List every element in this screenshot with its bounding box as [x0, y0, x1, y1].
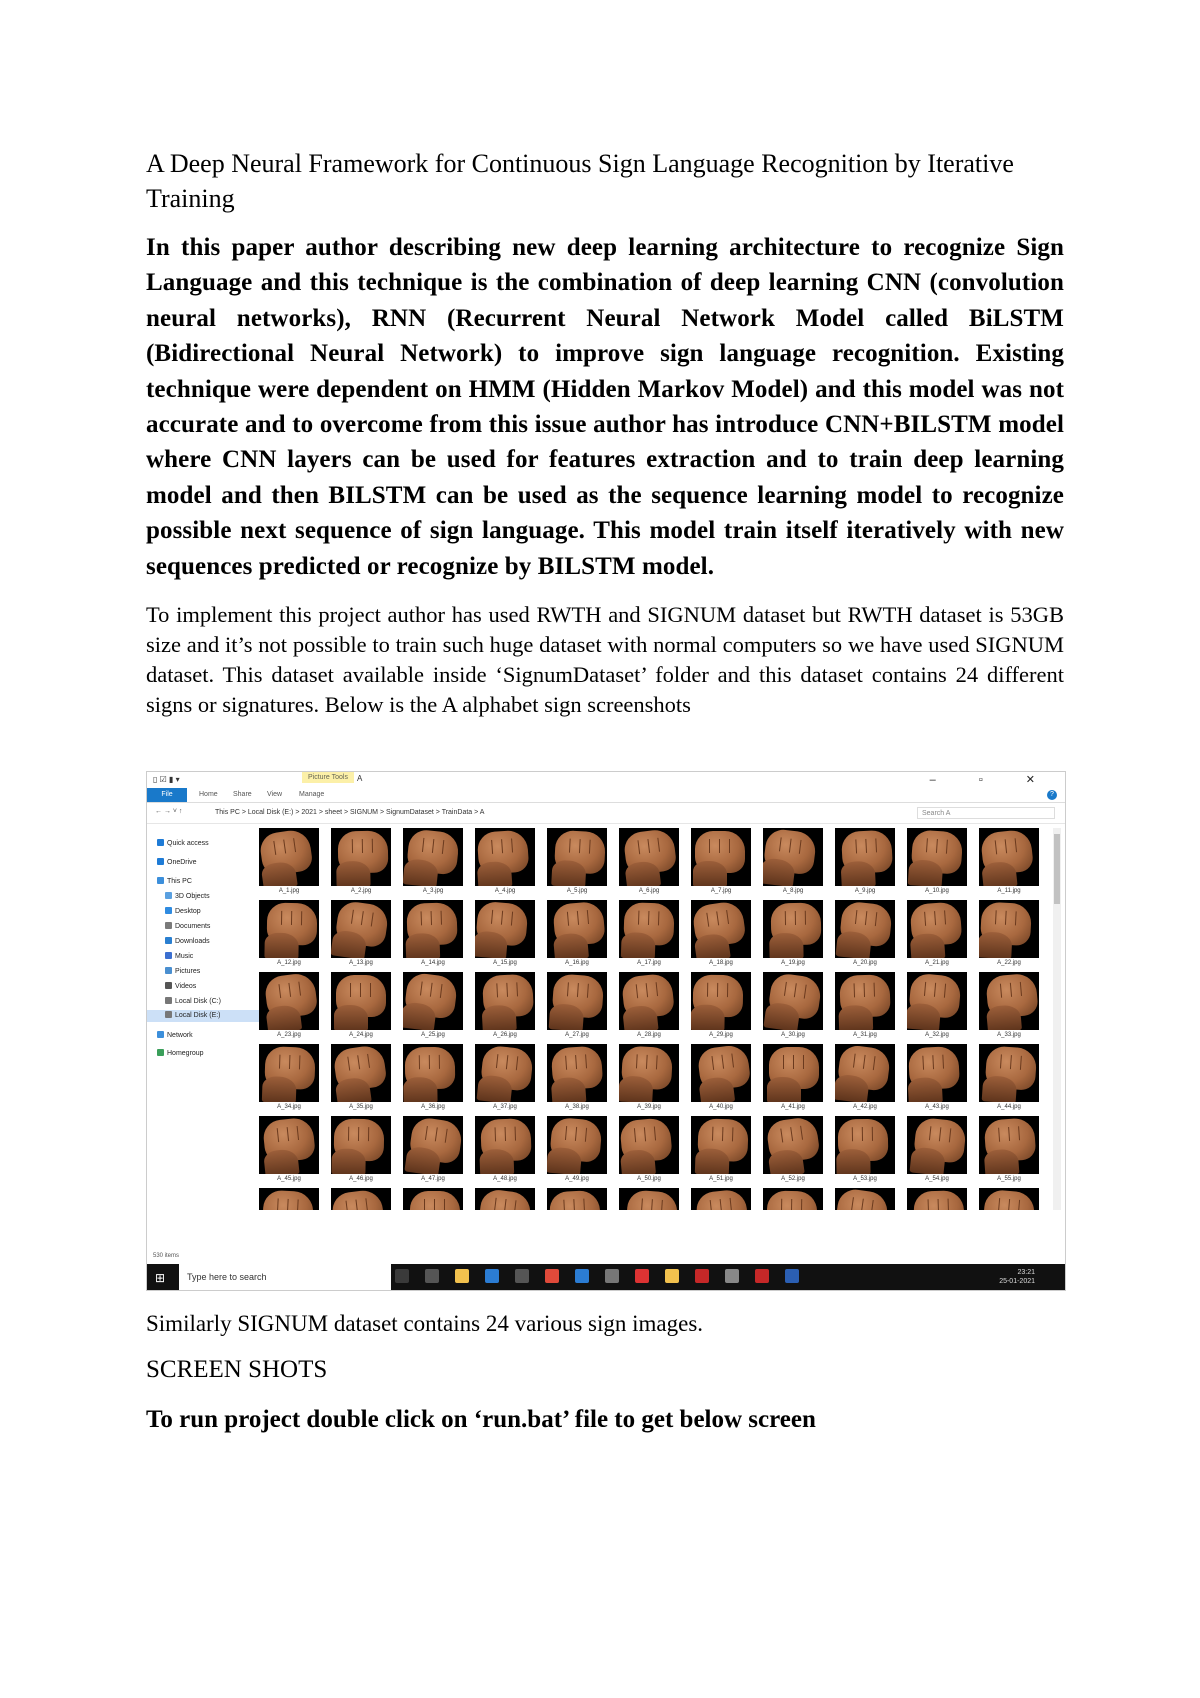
ribbon: [147, 788, 1065, 803]
nav-item-local-disk-e[interactable]: [147, 1010, 265, 1022]
taskbar-app-icon[interactable]: [695, 1269, 709, 1283]
file-name: A_54.jpg: [925, 1176, 949, 1182]
taskbar-app-icon[interactable]: [425, 1269, 439, 1283]
hand-sign-image: [259, 1188, 319, 1210]
hand-sign-image: [547, 1188, 607, 1210]
image-thumbnail[interactable]: [475, 828, 535, 900]
windows-taskbar: [147, 1264, 1065, 1290]
file-name: A_46.jpg: [349, 1176, 373, 1182]
file-explorer-screenshot: [146, 771, 1066, 1291]
hand-sign-image: [259, 828, 319, 886]
image-thumbnail[interactable]: [763, 828, 823, 900]
navigation-pane: [147, 824, 247, 1244]
help-icon[interactable]: ?: [1047, 790, 1057, 800]
address-path[interactable]: This PC > Local Disk (E:) > 2021 > sheet > SIGNUM > SignumDataset > TrainData > A: [215, 809, 485, 816]
scrollbar-thumb[interactable]: [1054, 834, 1060, 904]
figure-caption: Similarly SIGNUM dataset contains 24 various sign images.: [146, 1311, 704, 1336]
hand-sign-image: [259, 900, 319, 958]
hand-sign-image: [403, 1188, 463, 1210]
nav-item-onedrive[interactable]: [147, 857, 197, 869]
taskbar-app-icon[interactable]: [665, 1269, 679, 1283]
file-name: A_15.jpg: [493, 960, 517, 966]
hand-sign-image: [331, 900, 391, 958]
hand-sign-image: [547, 1116, 607, 1174]
hand-sign-image: [331, 972, 391, 1030]
nav-item-label: Quick access: [167, 840, 209, 847]
folder-icon: [165, 997, 172, 1004]
hand-sign-image: [547, 972, 607, 1030]
nav-item-label: Desktop: [175, 908, 201, 915]
hand-sign-image: [763, 828, 823, 886]
file-name: A_41.jpg: [781, 1104, 805, 1110]
hand-sign-image: [907, 828, 967, 886]
tray-clock: 23:21: [1017, 1269, 1035, 1276]
system-tray: [999, 1268, 1035, 1286]
image-thumbnail[interactable]: [259, 972, 319, 1044]
image-thumbnail[interactable]: [259, 900, 319, 972]
nav-item-label: 3D Objects: [175, 893, 210, 900]
file-name: A_18.jpg: [709, 960, 733, 966]
folder-icon: [157, 839, 164, 846]
hand-sign-image: [835, 972, 895, 1030]
taskbar-app-icon[interactable]: [605, 1269, 619, 1283]
hand-sign-image: [331, 1116, 391, 1174]
image-thumbnail[interactable]: [331, 1044, 391, 1116]
nav-item-label: Homegroup: [167, 1050, 204, 1057]
nav-item-label: OneDrive: [167, 859, 197, 866]
nav-item-downloads[interactable]: [147, 936, 210, 948]
image-thumbnail[interactable]: [331, 828, 391, 900]
image-thumbnail[interactable]: [331, 1116, 391, 1188]
file-name: A_40.jpg: [709, 1104, 733, 1110]
file-name: A_39.jpg: [637, 1104, 661, 1110]
file-name: A_5.jpg: [566, 888, 588, 894]
nav-item-label: Downloads: [175, 938, 210, 945]
image-thumbnail[interactable]: [691, 828, 751, 900]
file-name: A_2.jpg: [350, 888, 372, 894]
image-thumbnail[interactable]: [763, 972, 823, 1044]
taskbar-app-icon[interactable]: [755, 1269, 769, 1283]
nav-item-this-pc[interactable]: [147, 876, 192, 888]
nav-item-desktop[interactable]: [147, 906, 201, 918]
nav-item-network[interactable]: [147, 1030, 193, 1042]
hand-sign-image: [979, 828, 1039, 886]
hand-sign-image: [475, 1044, 535, 1102]
nav-item-label: Videos: [175, 983, 197, 990]
nav-arrows-icon[interactable]: ← → ˅ ↑: [155, 808, 183, 815]
hand-sign-image: [619, 1044, 679, 1102]
windows-start-icon[interactable]: ⊞: [155, 1271, 166, 1285]
hand-sign-image: [691, 1044, 751, 1102]
file-name: A_11.jpg: [997, 888, 1021, 894]
image-thumbnail[interactable]: [547, 1188, 607, 1210]
file-name: A_47.jpg: [421, 1176, 445, 1182]
hand-sign-image: [907, 1188, 967, 1210]
file-name: A_32.jpg: [925, 1032, 949, 1038]
ribbon-tab-share[interactable]: Share: [233, 791, 252, 798]
file-name: A_17.jpg: [637, 960, 661, 966]
hand-sign-image: [907, 972, 967, 1030]
hand-sign-image: [403, 972, 463, 1030]
file-name: A_1.jpg: [278, 888, 300, 894]
image-thumbnail[interactable]: [979, 1188, 1039, 1210]
image-thumbnail[interactable]: [979, 1044, 1039, 1116]
hand-sign-image: [475, 1116, 535, 1174]
taskbar-app-icon[interactable]: [575, 1269, 589, 1283]
image-thumbnail[interactable]: [403, 1044, 463, 1116]
hand-sign-image: [763, 1188, 823, 1210]
image-thumbnail[interactable]: [259, 1044, 319, 1116]
document-page: [146, 146, 1064, 1433]
image-thumbnail[interactable]: [259, 828, 319, 900]
image-thumbnail[interactable]: [979, 900, 1039, 972]
image-thumbnail[interactable]: [907, 972, 967, 1044]
implementation-paragraph: To implement this project author has used RWTH and SIGNUM dataset but RWTH dataset is 53GB size and it’s not possible to train such huge dataset with normal computers so we have used SIGNUM dataset. This dataset available inside ‘SignumDataset’ folder and this dataset contains 24 different signs or signatures. Below is the A alphabet sign screenshots: [146, 602, 1064, 718]
nav-item-music[interactable]: [147, 951, 193, 963]
hand-sign-image: [403, 900, 463, 958]
run-instruction: To run project double click on ‘run.bat’ file to get below screen: [146, 1406, 816, 1433]
file-name: A_35.jpg: [349, 1104, 373, 1110]
taskbar-app-icon[interactable]: [455, 1269, 469, 1283]
abstract-paragraph: In this paper author describing new deep learning architecture to recognize Sign Language and this technique is the combination of deep learning CNN (convolution neural networks), RNN (Recurrent Neural Network Model called BiLSTM (Bidirectional Neural Network) to improve sign language recognition. Existing technique were dependent on HMM (Hidden Markov Model) and this model was not accurate and to overcome from this issue author has introduce CNN+BILSTM model where CNN layers can be used for features extraction and to train deep learning model and then BILSTM can be used as the sequence learning model to recognize possible next sequence of sign language. This model train itself iteratively with new sequences predicted or recognize by BILSTM model.: [146, 234, 1064, 580]
image-thumbnail[interactable]: [403, 900, 463, 972]
nav-item-label: Music: [175, 953, 194, 960]
hand-sign-image: [691, 1116, 751, 1174]
hand-sign-image: [403, 1044, 463, 1102]
hand-sign-image: [907, 900, 967, 958]
file-name: A_7.jpg: [710, 888, 732, 894]
image-thumbnail[interactable]: [763, 1188, 823, 1210]
taskbar-app-icon[interactable]: [635, 1269, 649, 1283]
image-thumbnail[interactable]: [475, 972, 535, 1044]
image-thumbnail[interactable]: [907, 1188, 967, 1210]
quick-access-toolbar[interactable]: ▯ ☑ ▮ ▾: [153, 775, 180, 784]
file-name: A_6.jpg: [638, 888, 660, 894]
image-thumbnail[interactable]: [547, 828, 607, 900]
hand-sign-image: [763, 1116, 823, 1174]
folder-icon: [165, 952, 172, 959]
image-thumbnail[interactable]: [547, 1044, 607, 1116]
folder-icon: [165, 982, 172, 989]
ribbon-tab-view[interactable]: View: [267, 791, 283, 798]
file-name: A_29.jpg: [709, 1032, 733, 1038]
hand-sign-image: [403, 828, 463, 886]
file-name: A_23.jpg: [277, 1032, 301, 1038]
image-thumbnail[interactable]: [547, 900, 607, 972]
hand-sign-image: [403, 1116, 463, 1174]
nav-item-local-disk-c[interactable]: [147, 996, 221, 1008]
file-name: A_49.jpg: [565, 1176, 589, 1182]
image-thumbnail[interactable]: [619, 1044, 679, 1116]
folder-icon: [165, 892, 172, 899]
folder-icon: [157, 1031, 164, 1038]
image-thumbnail[interactable]: [331, 972, 391, 1044]
ribbon-tab-manage[interactable]: Manage: [299, 791, 325, 798]
file-name: A_25.jpg: [421, 1032, 445, 1038]
image-thumbnail[interactable]: [403, 972, 463, 1044]
hand-sign-image: [979, 972, 1039, 1030]
image-thumbnail[interactable]: [547, 972, 607, 1044]
file-name: A_43.jpg: [925, 1104, 949, 1110]
file-name: A_48.jpg: [493, 1176, 517, 1182]
nav-item-documents[interactable]: [147, 921, 210, 933]
image-thumbnail[interactable]: [763, 1044, 823, 1116]
hand-sign-image: [475, 1188, 535, 1210]
image-thumbnail[interactable]: [619, 900, 679, 972]
file-name: A_13.jpg: [349, 960, 373, 966]
hand-sign-image: [619, 900, 679, 958]
file-name: A_9.jpg: [854, 888, 876, 894]
hand-sign-image: [331, 828, 391, 886]
taskbar-search-box[interactable]: [179, 1264, 391, 1290]
hand-sign-image: [619, 828, 679, 886]
folder-icon: [165, 1011, 172, 1018]
file-name: A_45.jpg: [277, 1176, 301, 1182]
image-thumbnail[interactable]: [475, 1116, 535, 1188]
file-name: A_31.jpg: [853, 1032, 877, 1038]
section-heading: SCREEN SHOTS: [146, 1356, 328, 1383]
file-name: A_10.jpg: [925, 888, 949, 894]
file-name: A_19.jpg: [781, 960, 805, 966]
hand-sign-image: [331, 1188, 391, 1210]
image-thumbnail[interactable]: [403, 828, 463, 900]
hand-sign-image: [835, 900, 895, 958]
image-thumbnail[interactable]: [403, 1188, 463, 1210]
file-name: A_14.jpg: [421, 960, 445, 966]
folder-icon: [165, 967, 172, 974]
file-name: A_50.jpg: [637, 1176, 661, 1182]
hand-sign-image: [691, 972, 751, 1030]
explorer-titlebar: [147, 772, 1065, 788]
nav-item-label: This PC: [167, 878, 192, 885]
file-name: A_12.jpg: [277, 960, 301, 966]
image-thumbnail[interactable]: [619, 1188, 679, 1210]
hand-sign-image: [259, 1044, 319, 1102]
file-name: A_28.jpg: [637, 1032, 661, 1038]
hand-sign-image: [979, 1116, 1039, 1174]
hand-sign-image: [259, 1116, 319, 1174]
nav-item-videos[interactable]: [147, 981, 196, 993]
image-thumbnail[interactable]: [619, 828, 679, 900]
hand-sign-image: [979, 1044, 1039, 1102]
image-thumbnail[interactable]: [619, 972, 679, 1044]
image-thumbnail[interactable]: [979, 1116, 1039, 1188]
file-name: A_22.jpg: [997, 960, 1021, 966]
thumbnail-grid: [259, 828, 1049, 1210]
file-name: A_51.jpg: [709, 1176, 733, 1182]
file-name: A_27.jpg: [565, 1032, 589, 1038]
image-thumbnail[interactable]: [907, 900, 967, 972]
image-thumbnail[interactable]: [691, 900, 751, 972]
image-thumbnail[interactable]: [907, 828, 967, 900]
nav-item-quick-access[interactable]: [147, 838, 209, 850]
hand-sign-image: [547, 828, 607, 886]
file-name: A_8.jpg: [782, 888, 804, 894]
image-thumbnail[interactable]: [691, 1188, 751, 1210]
image-thumbnail[interactable]: [331, 1188, 391, 1210]
hand-sign-image: [691, 828, 751, 886]
file-name: A_4.jpg: [494, 888, 516, 894]
file-name: A_36.jpg: [421, 1104, 445, 1110]
file-name: A_24.jpg: [349, 1032, 373, 1038]
image-thumbnail[interactable]: [835, 1044, 895, 1116]
nav-item-homegroup[interactable]: [147, 1048, 204, 1060]
nav-item-label: Pictures: [175, 968, 201, 975]
file-name: A_26.jpg: [493, 1032, 517, 1038]
taskbar-app-icon[interactable]: [545, 1269, 559, 1283]
file-name: A_30.jpg: [781, 1032, 805, 1038]
image-thumbnail[interactable]: [475, 1188, 535, 1210]
file-name: A_3.jpg: [422, 888, 444, 894]
hand-sign-image: [979, 900, 1039, 958]
file-name: A_33.jpg: [997, 1032, 1021, 1038]
image-thumbnail[interactable]: [691, 1044, 751, 1116]
folder-icon: [165, 922, 172, 929]
file-name: A_44.jpg: [997, 1104, 1021, 1110]
image-thumbnail[interactable]: [475, 1044, 535, 1116]
image-thumbnail[interactable]: [979, 828, 1039, 900]
nav-item-label: Network: [167, 1032, 193, 1039]
image-thumbnail[interactable]: [475, 900, 535, 972]
window-title: A: [357, 774, 363, 783]
file-name: A_53.jpg: [853, 1176, 877, 1182]
taskbar-app-icon[interactable]: [725, 1269, 739, 1283]
image-thumbnail[interactable]: [619, 1116, 679, 1188]
hand-sign-image: [547, 900, 607, 958]
hand-sign-image: [619, 1116, 679, 1174]
image-thumbnail[interactable]: [979, 972, 1039, 1044]
nav-item-3d-objects[interactable]: [147, 891, 210, 903]
hand-sign-image: [763, 972, 823, 1030]
search-input[interactable]: Search A: [917, 807, 1055, 819]
taskbar-app-icon[interactable]: [485, 1269, 499, 1283]
file-name: A_20.jpg: [853, 960, 877, 966]
image-thumbnail[interactable]: [835, 972, 895, 1044]
hand-sign-image: [547, 1044, 607, 1102]
folder-icon: [165, 907, 172, 914]
image-thumbnail[interactable]: [547, 1116, 607, 1188]
file-name: A_52.jpg: [781, 1176, 805, 1182]
paper-title: A Deep Neural Framework for Continuous Sign Language Recognition by Iterative Training: [146, 149, 1014, 213]
hand-sign-image: [835, 1044, 895, 1102]
image-thumbnail[interactable]: [835, 828, 895, 900]
nav-item-label: Local Disk (E:): [175, 1012, 221, 1019]
hand-sign-image: [619, 972, 679, 1030]
image-thumbnail[interactable]: [763, 900, 823, 972]
file-name: A_21.jpg: [925, 960, 949, 966]
image-thumbnail[interactable]: [835, 1116, 895, 1188]
image-thumbnail[interactable]: [691, 972, 751, 1044]
folder-icon: [157, 877, 164, 884]
hand-sign-image: [691, 900, 751, 958]
vertical-scrollbar[interactable]: [1053, 828, 1061, 1210]
image-thumbnail[interactable]: [331, 900, 391, 972]
context-tab[interactable]: Picture Tools: [302, 772, 354, 783]
image-thumbnail[interactable]: [763, 1116, 823, 1188]
hand-sign-image: [835, 1116, 895, 1174]
hand-sign-image: [475, 972, 535, 1030]
nav-item-pictures[interactable]: [147, 966, 200, 978]
hand-sign-image: [907, 1044, 967, 1102]
image-thumbnail[interactable]: [835, 900, 895, 972]
taskbar-search-text: Type here to search: [187, 1272, 267, 1282]
folder-icon: [157, 858, 164, 865]
hand-sign-image: [835, 1188, 895, 1210]
image-thumbnail[interactable]: [907, 1044, 967, 1116]
folder-icon: [165, 937, 172, 944]
image-thumbnail[interactable]: [907, 1116, 967, 1188]
image-thumbnail[interactable]: [259, 1116, 319, 1188]
file-name: A_37.jpg: [493, 1104, 517, 1110]
hand-sign-image: [979, 1188, 1039, 1210]
file-name: A_42.jpg: [853, 1104, 877, 1110]
hand-sign-image: [331, 1044, 391, 1102]
file-name: A_16.jpg: [565, 960, 589, 966]
image-thumbnail[interactable]: [691, 1116, 751, 1188]
item-count: 530 items: [153, 1253, 180, 1259]
hand-sign-image: [907, 1116, 967, 1174]
file-name: A_38.jpg: [565, 1104, 589, 1110]
hand-sign-image: [691, 1188, 751, 1210]
nav-item-label: Documents: [175, 923, 211, 930]
image-thumbnail[interactable]: [835, 1188, 895, 1210]
image-thumbnail[interactable]: [403, 1116, 463, 1188]
taskbar-app-icon[interactable]: [785, 1269, 799, 1283]
taskbar-app-icon[interactable]: [515, 1269, 529, 1283]
window-controls[interactable]: – ▫ ✕: [929, 774, 1055, 786]
taskbar-app-icon[interactable]: [395, 1269, 409, 1283]
hand-sign-image: [763, 1044, 823, 1102]
hand-sign-image: [835, 828, 895, 886]
address-bar-row: [147, 803, 1065, 824]
file-name: A_34.jpg: [277, 1104, 301, 1110]
hand-sign-image: [763, 900, 823, 958]
hand-sign-image: [475, 900, 535, 958]
hand-sign-image: [475, 828, 535, 886]
folder-icon: [157, 1049, 164, 1056]
ribbon-tab-home[interactable]: Home: [199, 791, 218, 798]
nav-item-label: Local Disk (C:): [175, 998, 221, 1005]
tray-date: 25-01-2021: [999, 1278, 1035, 1285]
hand-sign-image: [619, 1188, 679, 1210]
hand-sign-image: [259, 972, 319, 1030]
ribbon-file-tab[interactable]: File: [147, 788, 187, 802]
file-name: A_55.jpg: [997, 1176, 1021, 1182]
image-thumbnail[interactable]: [259, 1188, 319, 1210]
